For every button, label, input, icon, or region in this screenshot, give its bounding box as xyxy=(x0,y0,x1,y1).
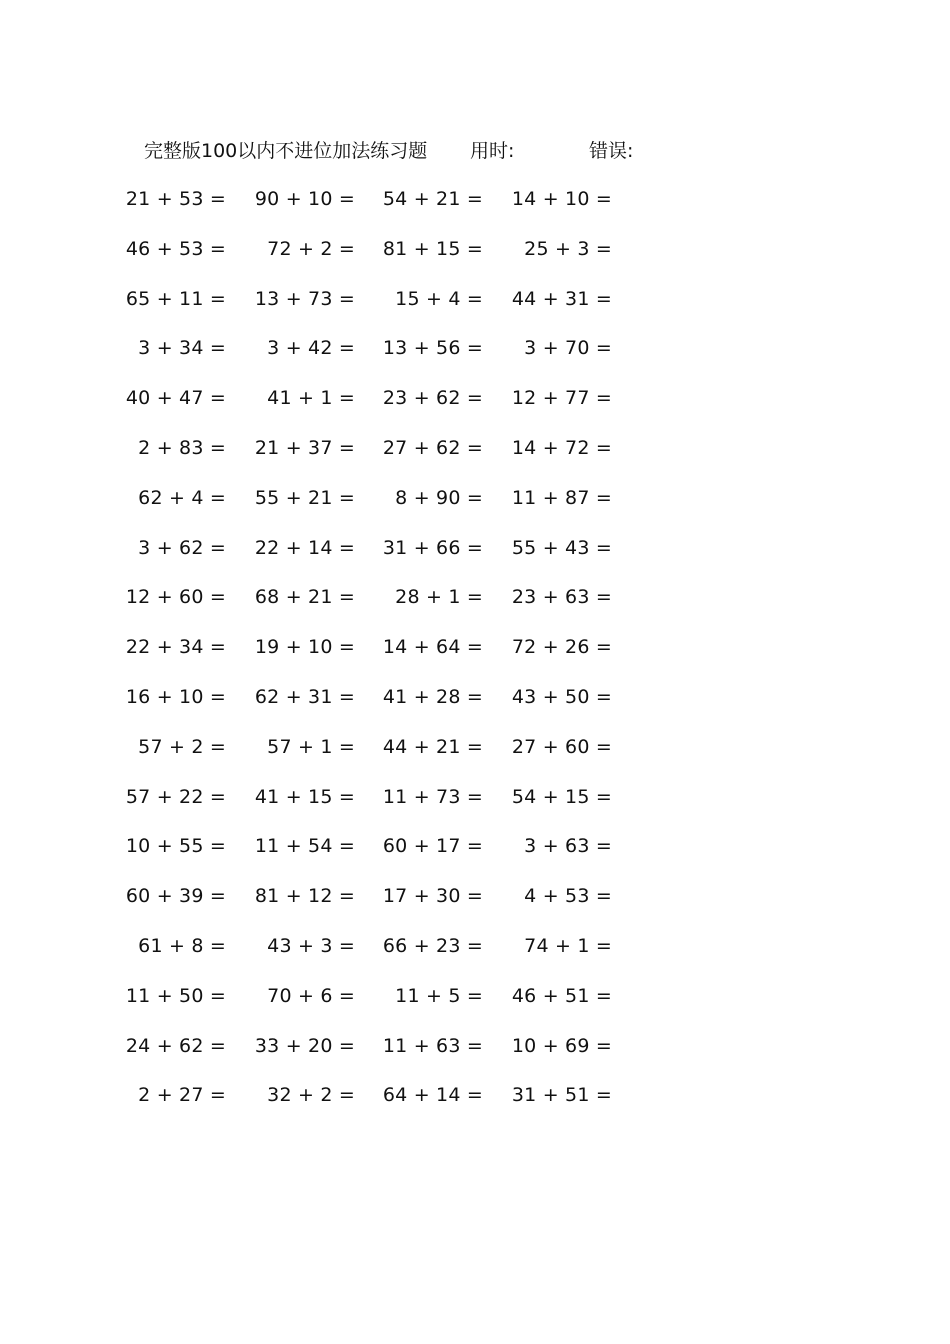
problem-row xyxy=(0,582,950,612)
problem-cell: 68 + 21 = xyxy=(254,586,355,609)
problem-cell: 11 + 63 = xyxy=(382,1034,483,1057)
problem-cell: 31 + 51 = xyxy=(511,1084,612,1107)
problem-cell: 22 + 14 = xyxy=(254,536,355,559)
problem-cell: 10 + 55 = xyxy=(125,835,226,858)
problem-cell: 74 + 1 = xyxy=(524,935,612,957)
problem-cell: 41 + 28 = xyxy=(382,686,483,708)
problem-cell: 15 + 4 = xyxy=(395,287,483,310)
problem-cell: 72 + 26 = xyxy=(511,636,612,659)
problem-cell: 14 + 64 = xyxy=(382,636,483,659)
problem-row xyxy=(0,782,950,812)
problem-row xyxy=(0,184,950,214)
problem-cell: 13 + 73 = xyxy=(254,287,355,310)
problem-cell: 57 + 22 = xyxy=(125,785,226,808)
problem-row xyxy=(0,383,950,413)
problem-cell: 21 + 37 = xyxy=(254,437,355,459)
problem-cell: 3 + 34 = xyxy=(138,337,226,360)
problem-cell: 70 + 6 = xyxy=(267,984,355,1007)
problem-row xyxy=(0,284,950,314)
problem-cell: 31 + 66 = xyxy=(382,536,483,559)
problem-cell: 14 + 72 = xyxy=(511,437,612,459)
problem-cell: 81 + 12 = xyxy=(254,885,355,908)
problem-cell: 65 + 11 = xyxy=(125,287,226,310)
error-label: 错误: xyxy=(589,140,634,162)
problem-cell: 3 + 62 = xyxy=(138,536,226,559)
problem-cell: 19 + 10 = xyxy=(254,636,355,659)
problem-cell: 13 + 56 = xyxy=(382,337,483,360)
problem-cell: 62 + 4 = xyxy=(138,486,226,509)
problem-row xyxy=(0,682,950,712)
problem-cell: 24 + 62 = xyxy=(125,1034,226,1057)
problem-row xyxy=(0,433,950,463)
problem-cell: 21 + 53 = xyxy=(125,188,226,210)
problem-cell: 11 + 5 = xyxy=(395,984,483,1007)
problem-cell: 27 + 62 = xyxy=(382,437,483,459)
problem-cell: 44 + 21 = xyxy=(382,735,483,758)
problem-row xyxy=(0,632,950,662)
problem-cell: 17 + 30 = xyxy=(382,885,483,908)
problem-row xyxy=(0,234,950,264)
problem-row xyxy=(0,1031,950,1061)
problem-cell: 54 + 15 = xyxy=(511,785,612,808)
problem-cell: 3 + 70 = xyxy=(524,337,612,360)
problem-cell: 12 + 77 = xyxy=(511,387,612,410)
problem-cell: 44 + 31 = xyxy=(511,287,612,310)
problem-row xyxy=(0,483,950,513)
problem-cell: 62 + 31 = xyxy=(254,686,355,708)
problem-row xyxy=(0,831,950,861)
problem-cell: 25 + 3 = xyxy=(524,237,612,260)
problem-cell: 12 + 60 = xyxy=(125,586,226,609)
problem-cell: 60 + 39 = xyxy=(125,885,226,908)
problem-cell: 43 + 3 = xyxy=(267,935,355,957)
problem-row xyxy=(0,981,950,1011)
problem-cell: 8 + 90 = xyxy=(395,486,483,509)
problem-cell: 55 + 21 = xyxy=(254,486,355,509)
problem-cell: 33 + 20 = xyxy=(254,1034,355,1057)
problem-row xyxy=(0,333,950,363)
problem-cell: 23 + 63 = xyxy=(511,586,612,609)
problem-cell: 16 + 10 = xyxy=(125,686,226,708)
problem-cell: 41 + 1 = xyxy=(267,387,355,410)
problem-row xyxy=(0,533,950,563)
problem-cell: 46 + 51 = xyxy=(511,984,612,1007)
problem-row xyxy=(0,1080,950,1110)
problem-cell: 41 + 15 = xyxy=(254,785,355,808)
problem-cell: 14 + 10 = xyxy=(511,188,612,210)
problem-cell: 40 + 47 = xyxy=(125,387,226,410)
problem-cell: 46 + 53 = xyxy=(125,237,226,260)
problem-cell: 2 + 83 = xyxy=(138,437,226,459)
problem-cell: 66 + 23 = xyxy=(382,935,483,957)
problem-cell: 61 + 8 = xyxy=(138,935,226,957)
problem-cell: 11 + 73 = xyxy=(382,785,483,808)
worksheet-title: 完整版100以内不进位加法练习题 xyxy=(144,140,428,162)
problem-cell: 28 + 1 = xyxy=(395,586,483,609)
time-label: 用时: xyxy=(470,140,515,162)
problem-cell: 64 + 14 = xyxy=(382,1084,483,1107)
problem-cell: 3 + 42 = xyxy=(267,337,355,360)
problem-cell: 90 + 10 = xyxy=(254,188,355,210)
problem-cell: 2 + 27 = xyxy=(138,1084,226,1107)
problem-cell: 23 + 62 = xyxy=(382,387,483,410)
problem-cell: 57 + 1 = xyxy=(267,735,355,758)
problem-cell: 72 + 2 = xyxy=(267,237,355,260)
problem-cell: 11 + 50 = xyxy=(125,984,226,1007)
problem-cell: 10 + 69 = xyxy=(511,1034,612,1057)
problem-cell: 3 + 63 = xyxy=(524,835,612,858)
problem-cell: 32 + 2 = xyxy=(267,1084,355,1107)
worksheet-header xyxy=(144,137,704,165)
problem-cell: 22 + 34 = xyxy=(125,636,226,659)
problem-row xyxy=(0,931,950,961)
problem-cell: 57 + 2 = xyxy=(138,735,226,758)
problem-cell: 27 + 60 = xyxy=(511,735,612,758)
problem-cell: 81 + 15 = xyxy=(382,237,483,260)
problem-cell: 60 + 17 = xyxy=(382,835,483,858)
problem-cell: 11 + 87 = xyxy=(511,486,612,509)
problem-cell: 54 + 21 = xyxy=(382,188,483,210)
problem-cell: 55 + 43 = xyxy=(511,536,612,559)
problem-row xyxy=(0,732,950,762)
problem-cell: 43 + 50 = xyxy=(511,686,612,708)
problem-cell: 11 + 54 = xyxy=(254,835,355,858)
problem-row xyxy=(0,881,950,911)
problem-cell: 4 + 53 = xyxy=(524,885,612,908)
